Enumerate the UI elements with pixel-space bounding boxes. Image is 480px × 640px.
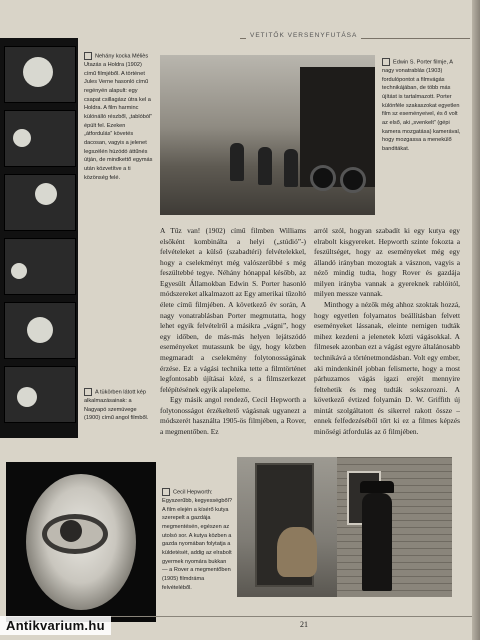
page-number: 21	[300, 620, 308, 629]
bandit-figure	[230, 143, 244, 181]
loco-wheel	[310, 165, 336, 191]
body-column-1	[160, 226, 306, 438]
top-hat	[360, 481, 394, 493]
bandit-figure	[284, 149, 298, 187]
magnified-eye-photo	[6, 462, 156, 622]
caption-bottom-left: Cecil Hepworth: Egyszerűbb, kegyességből? A film elején a kísérő kutya szerepelt a gazdája megmentésén, egészen az utolsó sor. A kutya közben a gazda nyomában folytatja a küldetését, addig az elrabolt gyermek nyomára bukkan — a Rover a megmentőben (1905) filmdráma felvételéből.	[162, 489, 232, 591]
watermark-label: Antikvarium.hu	[0, 616, 111, 635]
caption-box-icon	[382, 58, 390, 66]
running-title: VETITŐK VERSENYFUTÁSA	[246, 32, 361, 39]
film-frame	[4, 302, 76, 359]
locomotive	[300, 67, 375, 187]
caption-box-icon	[84, 52, 92, 60]
paragraph: Egy másik angol rendező, Cecil Hepworth a folytonosságot érzékeltető vágásnak ugyanezt a módszerét használta 1905-ös filmjében, a Rover, a megmentőben. Ez	[160, 395, 306, 436]
running-header	[240, 32, 470, 51]
bandit-figure	[258, 147, 272, 185]
caption-mid-left: A tükörben látott kép alkalmazásainak: a Nagyapó szemüvege (1900) című angol filmből.	[84, 389, 149, 422]
man-figure	[362, 493, 392, 591]
paragraph: Minthogy a nézők még ahhoz szoktak hozzá, hogy egyetlen folyamatos beállításban felvett eseményeket lássanak, eleinte nemigen tudták mihez kezdeni a jelenetek közti vágásokkal. A filmesek azonban ezt a vágást egyre általánosabb technikává a történetmondásban. Volt egy ember, aki mindenkinél jobban felismerte, hogy a most párhuzamos vágás igazi erejét mennyire feltehetik és meg tudták sokszorozni. A következő évtized folyamán D. W. Griffith új mintát szolgáltatott és sikerrel rakott össze – ennek felfedezéséből tőrt ki ez a filmes képzés minőségi átfordulás az ő filmjében.	[314, 300, 460, 436]
dog-figure	[277, 527, 317, 577]
caption-box-icon	[162, 488, 170, 496]
caption-top-right: Edwin S. Porter filmje, A nagy vonatrablás (1903) fordulópontot a filmvágás technikájában, de több más újítást is tartalmazott. Porter különféle szakaszokat egyetlen film sz eseményeivel, és ő volt az első, aki „svenkelt” (gépi kamera mozgatása) kamerával, hogy mozgassa a menekülő banditákat.	[382, 59, 461, 153]
rover-rescue-photo	[237, 457, 452, 597]
paragraph: arról szól, hogyan szabadít ki egy kutya egy elrabolt kisgyereket. Hepworth szinte fokozta a feszültséget, hogy az eseményeket még egy állandó irányban mozogtak a vásznon, vagyis a néző mindig tudta, hogy Rover és gazdája milyen irányba vannak a gyereknek rablóitól, milyen messze vannak.	[314, 226, 460, 299]
paragraph: A Tűz van! (1902) című filmben Williams elsőként kombinálta a helyi („stúdió”-) felvételeket a külső (szabadtéri) felvételekkel, hogy a cselekményt még valószerűbbé s még feszültebbé tegye. Néhány hónappal később, az Egyesült Államokban Edwin S. Porter hasonló módszereket alkalmazott az Egy amerikai tűzoltó élete című filmjében. A következő év során, A nagy vonatrablásban Porter megmutatta, hogy lehet egyik felvételről a másikra „vágni”, hogy egy időben, de más-más helyen lejátszódó eseményeket mutassunk be úgy, hogy közben megmaradt a cselekmény folytonosságának érzése. Ez a vágási technika tette a filmtörténet legfontosabb újításai közé, s a filmszerkezet felépítésének egyik alapeleme.	[160, 226, 306, 394]
film-frame	[4, 46, 76, 103]
film-frame	[4, 110, 76, 167]
film-strip-photo	[0, 38, 78, 438]
film-frame	[4, 238, 76, 295]
film-frame	[4, 366, 76, 423]
caption-top-left: Nehány kocka Méliès Utazás a Holdra (1902) című filmjéből. A történet Jules Verne hasonló című regényén alapult: egy csapat csillagász útra kel a Holdra. A film harminc különálló részből, „tablóból” épült fel. Ezeken „átfordulás” követés dacosan, vagyis a jelenet legszélén húzódó áttűnés útján, de mindkettő egymás után közvetítve a ti közönség felé.	[84, 53, 153, 181]
body-column-2	[314, 226, 460, 438]
film-frame	[4, 174, 76, 231]
loco-wheel	[340, 167, 366, 193]
train-robbery-photo	[160, 55, 375, 215]
caption-box-icon	[84, 388, 92, 396]
book-spine-edge	[472, 0, 480, 640]
pupil	[60, 520, 82, 542]
